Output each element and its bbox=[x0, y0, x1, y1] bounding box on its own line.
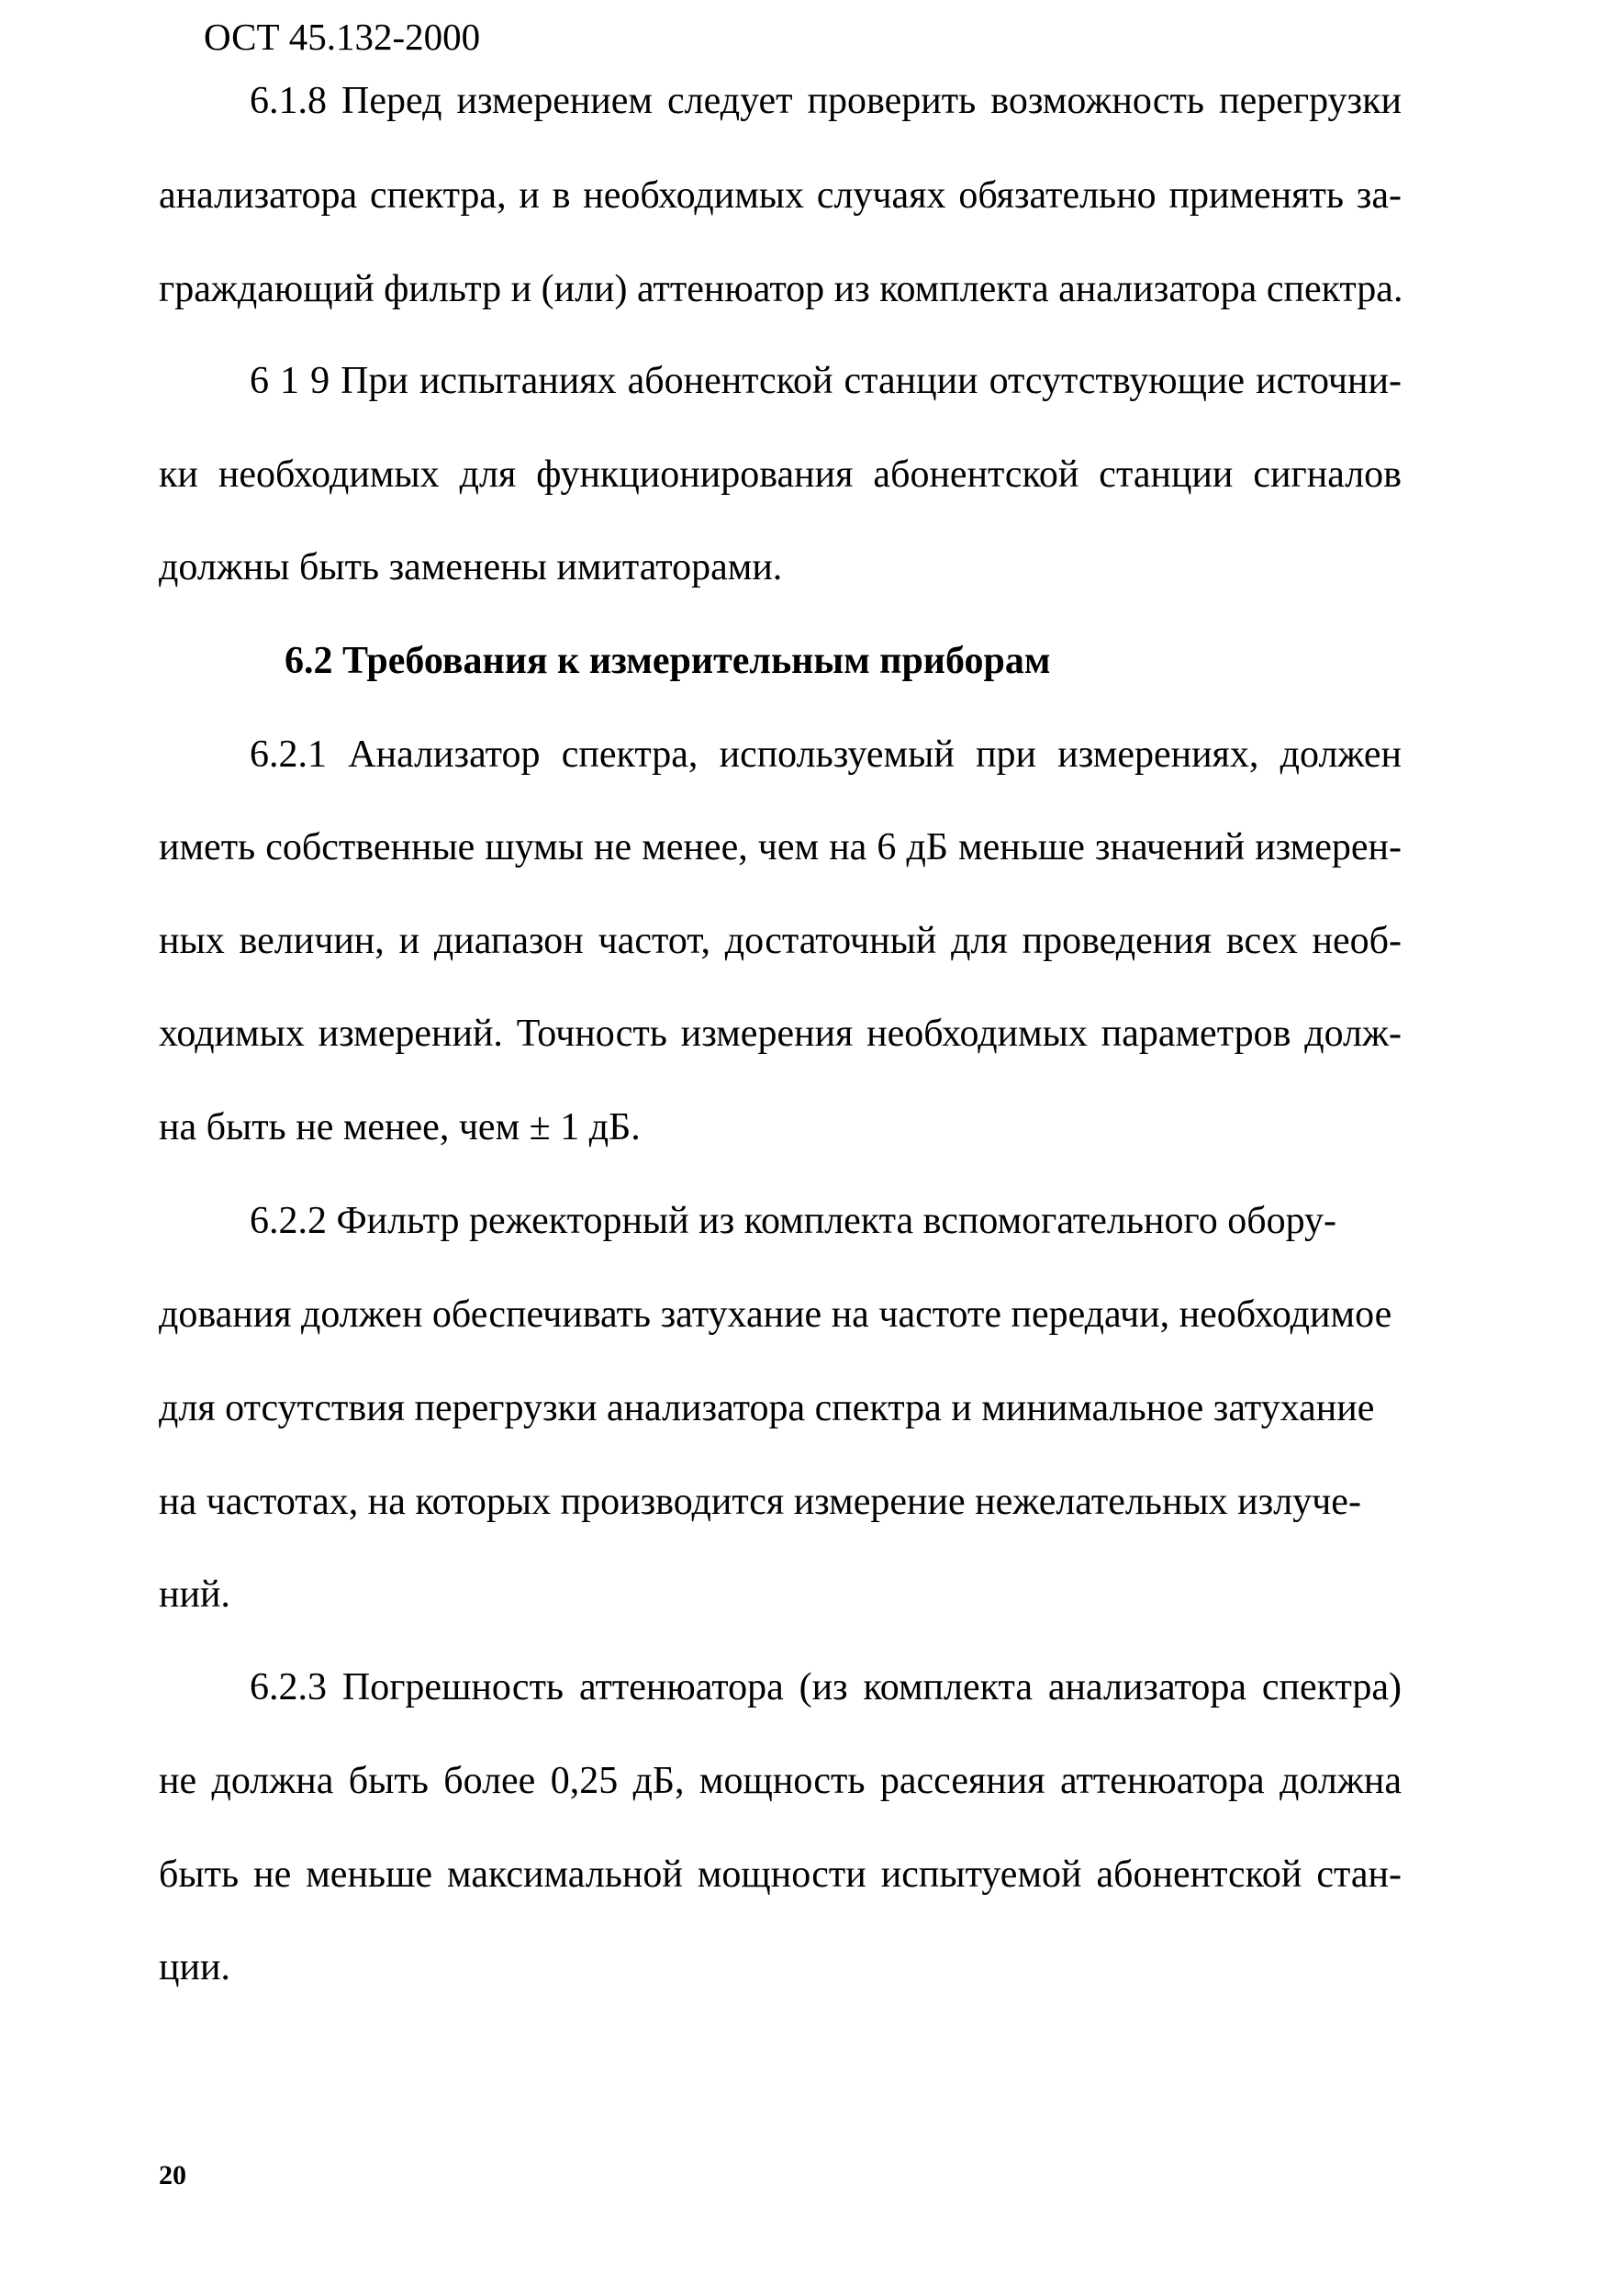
paragraph-6-2-2-line-5: ний. bbox=[159, 1574, 230, 1616]
paragraph-6-2-1-line-2: иметь собственные шумы не менее, чем на 6 дБ меньше значений измерен- bbox=[159, 826, 1402, 868]
paragraph-6-1-9-line-2: ки необходимых для функционирования абонентской станции сигналов bbox=[159, 454, 1402, 496]
paragraph-6-1-9-line-3: должны быть заменены имитаторами. bbox=[159, 546, 783, 588]
paragraph-6-2-1-line-5: на быть не менее, чем ± 1 дБ. bbox=[159, 1106, 641, 1148]
paragraph-6-1-8-line-3: граждающий фильтр и (или) аттенюатор из комплекта анализатора спектра. bbox=[159, 268, 1403, 310]
paragraph-6-2-1-line-1: 6.2.1 Анализатор спектра, используемый при измерениях, должен bbox=[250, 734, 1402, 776]
paragraph-6-1-9-line-1: 6 1 9 При испытаниях абонентской станции отсутствующие источни- bbox=[250, 360, 1402, 402]
paragraph-6-2-2-line-1: 6.2.2 Фильтр режекторный из комплекта вспомогательного обору- bbox=[250, 1200, 1336, 1242]
section-heading-6-2: 6.2 Требования к измерительным приборам bbox=[285, 640, 1051, 682]
page-number: 20 bbox=[159, 2160, 186, 2190]
paragraph-6-2-2-line-4: на частотах, на которых производится измерение нежелательных излуче- bbox=[159, 1481, 1361, 1523]
paragraph-6-2-2-line-3: для отсутствия перегрузки анализатора спектра и минимальное затухание bbox=[159, 1387, 1375, 1429]
paragraph-6-2-1-line-4: ходимых измерений. Точность измерения необходимых параметров долж- bbox=[159, 1013, 1402, 1055]
paragraph-6-2-3-line-1: 6.2.3 Погрешность аттенюатора (из комплекта анализатора спектра) bbox=[250, 1666, 1402, 1708]
paragraph-6-2-3-line-4: ции. bbox=[159, 1946, 230, 1988]
paragraph-6-2-2-line-2: дования должен обеспечивать затухание на частоте передачи, необходимое bbox=[159, 1294, 1392, 1336]
paragraph-6-2-3-line-3: быть не меньше максимальной мощности испытуемой абонентской стан- bbox=[159, 1854, 1402, 1896]
paragraph-6-1-8-line-1: 6.1.8 Перед измерением следует проверить возможность перегрузки bbox=[250, 80, 1402, 122]
paragraph-6-2-3-line-2: не должна быть более 0,25 дБ, мощность рассеяния аттенюатора должна bbox=[159, 1760, 1402, 1802]
document-code: ОСТ 45.132-2000 bbox=[204, 16, 481, 58]
paragraph-6-1-8-line-2: анализатора спектра, и в необходимых случаях обязательно применять за- bbox=[159, 174, 1402, 217]
paragraph-6-2-1-line-3: ных величин, и диапазон частот, достаточный для проведения всех необ- bbox=[159, 920, 1402, 962]
